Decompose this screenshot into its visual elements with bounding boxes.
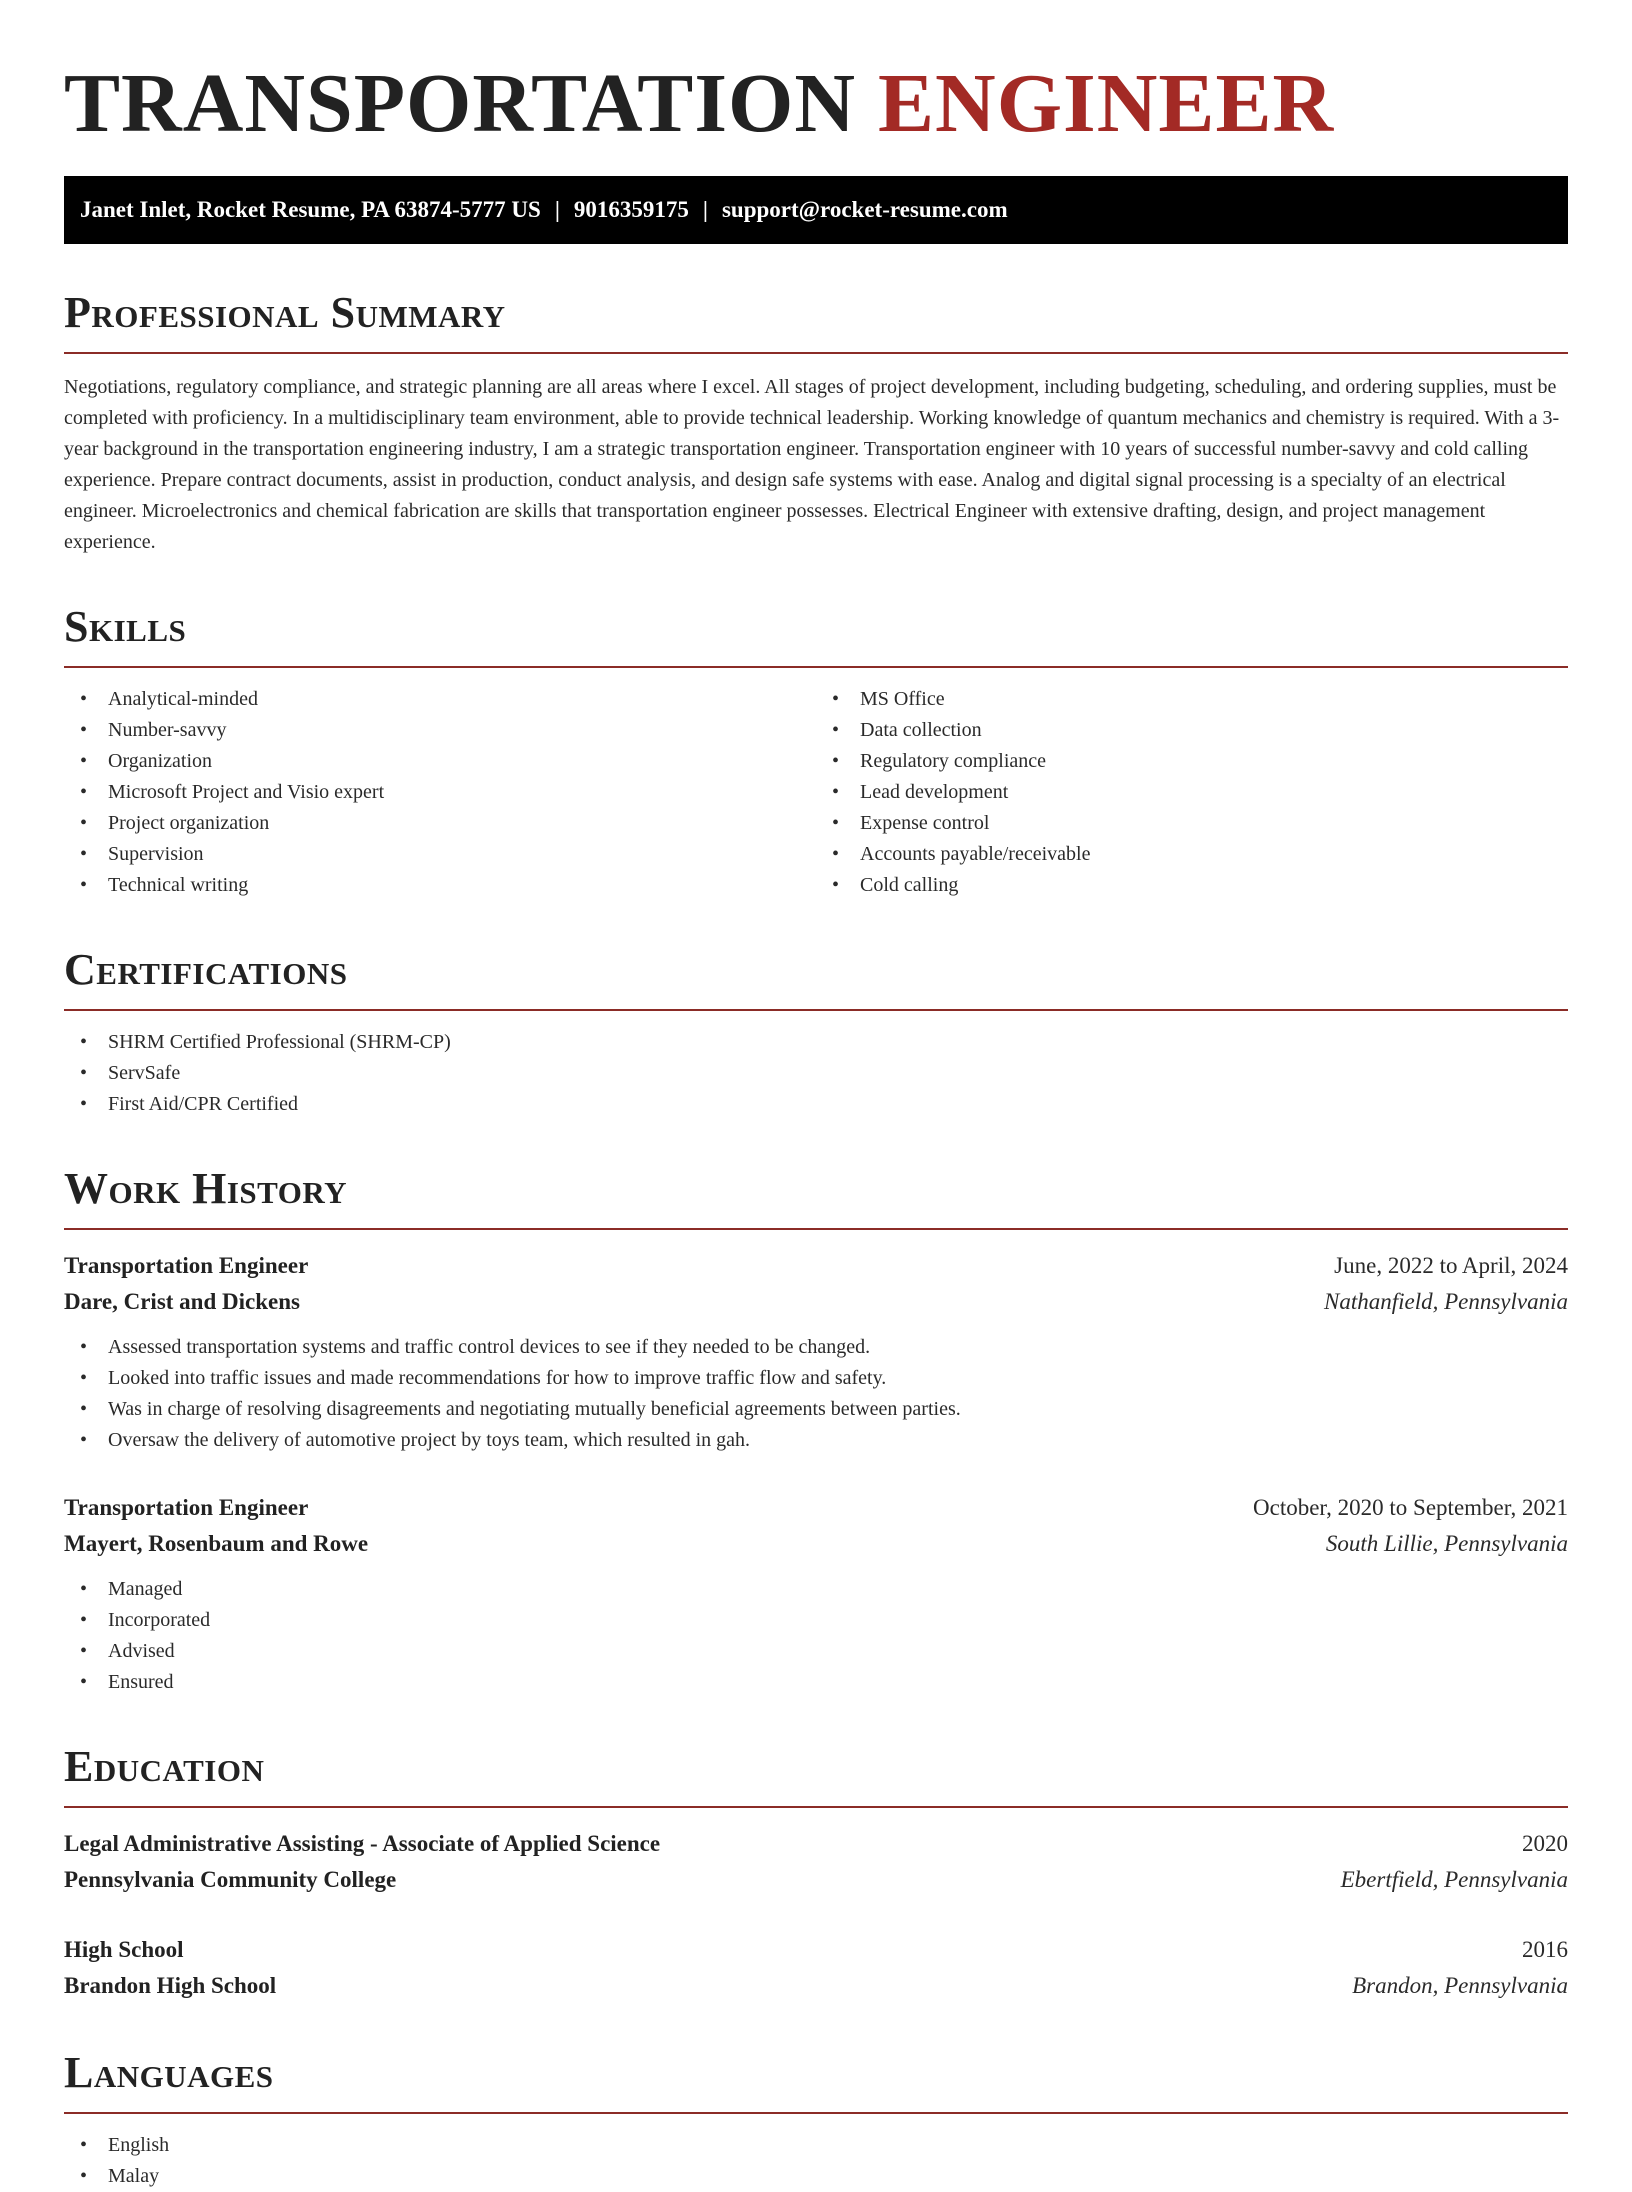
job-header-row [64,1248,1568,1284]
skill-item: • MS Office [816,684,1568,715]
job-company-row [64,1526,1568,1562]
job-location: Nathanfield, Pennsylvania [1323,1289,1568,1314]
job-title: Transportation Engineer [64,1253,309,1278]
skill-item: • Expense control [816,808,1568,839]
job-dates: October, 2020 to September, 2021 [1253,1495,1568,1520]
skill-item: • Microsoft Project and Visio expert [64,777,816,808]
job-duty: • Incorporated [64,1605,1568,1636]
skill-item: • Cold calling [816,870,1568,901]
skill-item: • Number-savvy [64,715,816,746]
language-item: • English [64,2130,1568,2161]
skills-section [64,602,1568,901]
job-duty: • Oversaw the delivery of automotive project by toys team, which resulted in gah. [64,1425,1568,1456]
education-year: 2016 [1522,1937,1568,1962]
job-duty: • Managed [64,1574,1568,1605]
certification-item: • SHRM Certified Professional (SHRM-CP) [64,1027,1568,1058]
certifications-section [64,945,1568,1120]
title-accent: ENGINEER [878,57,1335,150]
contact-separator: | [554,197,560,222]
education-degree-row [64,1932,1568,1968]
job-entry [64,1248,1568,1456]
skill-item: • Data collection [816,715,1568,746]
job-header-row [64,1490,1568,1526]
languages-list [64,2130,1568,2192]
education-degree: High School [64,1937,184,1962]
contact-bar [64,176,1568,244]
summary-text: Negotiations, regulatory compliance, and strategic planning are all areas where I excel. All stages of project development, including budgeting, scheduling, and ordering supplies, must be completed with proficiency. In a multidisciplinary team environment, able to provide technical leadership. Working knowledge of quantum mechanics and chemistry is required. With a 3-year background in the transportation engineering industry, I am a strategic transportation engineer. Transportation engineer with 10 years of successful number-savvy and cold calling experience. Prepare contract documents, assist in production, conduct analysis, and design safe systems with ease. Analog and digital signal processing is a specialty of an electrical engineer. Microelectronics and chemical fabrication are skills that transportation engineer possesses. Electrical Engineer with extensive drafting, design, and project management experience. [64,376,1560,553]
education-year: 2020 [1522,1831,1568,1856]
education-location: Ebertfield, Pennsylvania [1340,1867,1568,1892]
skills-list-left [64,684,816,901]
contact-phone[interactable]: 9016359175 [573,197,689,222]
job-duties-list [64,1332,1568,1456]
job-company-row [64,1284,1568,1320]
languages-heading: Languages [64,2048,1568,2114]
skill-item: • Analytical-minded [64,684,816,715]
job-duties-list [64,1574,1568,1698]
certifications-heading: Certifications [64,945,1568,1011]
education-entry [64,1826,1568,1898]
job-location: South Lillie, Pennsylvania [1325,1531,1568,1556]
skill-item: • Technical writing [64,870,816,901]
languages-section [64,2048,1568,2192]
job-dates: June, 2022 to April, 2024 [1334,1253,1568,1278]
contact-email[interactable]: support@rocket-resume.com [721,197,1008,222]
education-school: Brandon High School [64,1973,277,1998]
job-company: Dare, Crist and Dickens [64,1289,300,1314]
summary-heading: Professional Summary [64,288,1568,354]
education-degree-row [64,1826,1568,1862]
job-title: Transportation Engineer [64,1495,309,1520]
education-heading: Education [64,1742,1568,1808]
education-entry [64,1932,1568,2004]
skill-item: • Supervision [64,839,816,870]
work-history-heading: Work History [64,1164,1568,1230]
education-degree: Legal Administrative Assisting - Associate of Applied Science [64,1831,661,1856]
certification-item: • ServSafe [64,1058,1568,1089]
page-title [64,56,1568,152]
certification-item: • First Aid/CPR Certified [64,1089,1568,1120]
job-duty: • Ensured [64,1667,1568,1698]
education-location: Brandon, Pennsylvania [1352,1973,1568,1998]
skill-item: • Accounts payable/receivable [816,839,1568,870]
job-entry [64,1490,1568,1698]
job-company: Mayert, Rosenbaum and Rowe [64,1531,369,1556]
education-school-row [64,1862,1568,1898]
work-history-section [64,1164,1568,1698]
job-duty: • Looked into traffic issues and made recommendations for how to improve traffic flow and safety. [64,1363,1568,1394]
education-school: Pennsylvania Community College [64,1867,397,1892]
skill-item: • Lead development [816,777,1568,808]
job-duty: • Was in charge of resolving disagreements and negotiating mutually beneficial agreements between parties. [64,1394,1568,1425]
skills-heading: Skills [64,602,1568,668]
certifications-list [64,1027,1568,1120]
job-duty: • Assessed transportation systems and traffic control devices to see if they needed to be changed. [64,1332,1568,1363]
skill-item: • Project organization [64,808,816,839]
education-school-row [64,1968,1568,2004]
education-section [64,1742,1568,2004]
title-main: TRANSPORTATION [64,57,857,150]
skill-item: • Regulatory compliance [816,746,1568,777]
skills-columns [64,668,1568,901]
language-item: • Malay [64,2161,1568,2192]
contact-address: Janet Inlet, Rocket Resume, PA 63874-5777 US [80,197,541,222]
summary-section [64,288,1568,558]
job-duty: • Advised [64,1636,1568,1667]
skill-item: • Organization [64,746,816,777]
skills-list-right [816,684,1568,901]
contact-separator: | [702,197,708,222]
